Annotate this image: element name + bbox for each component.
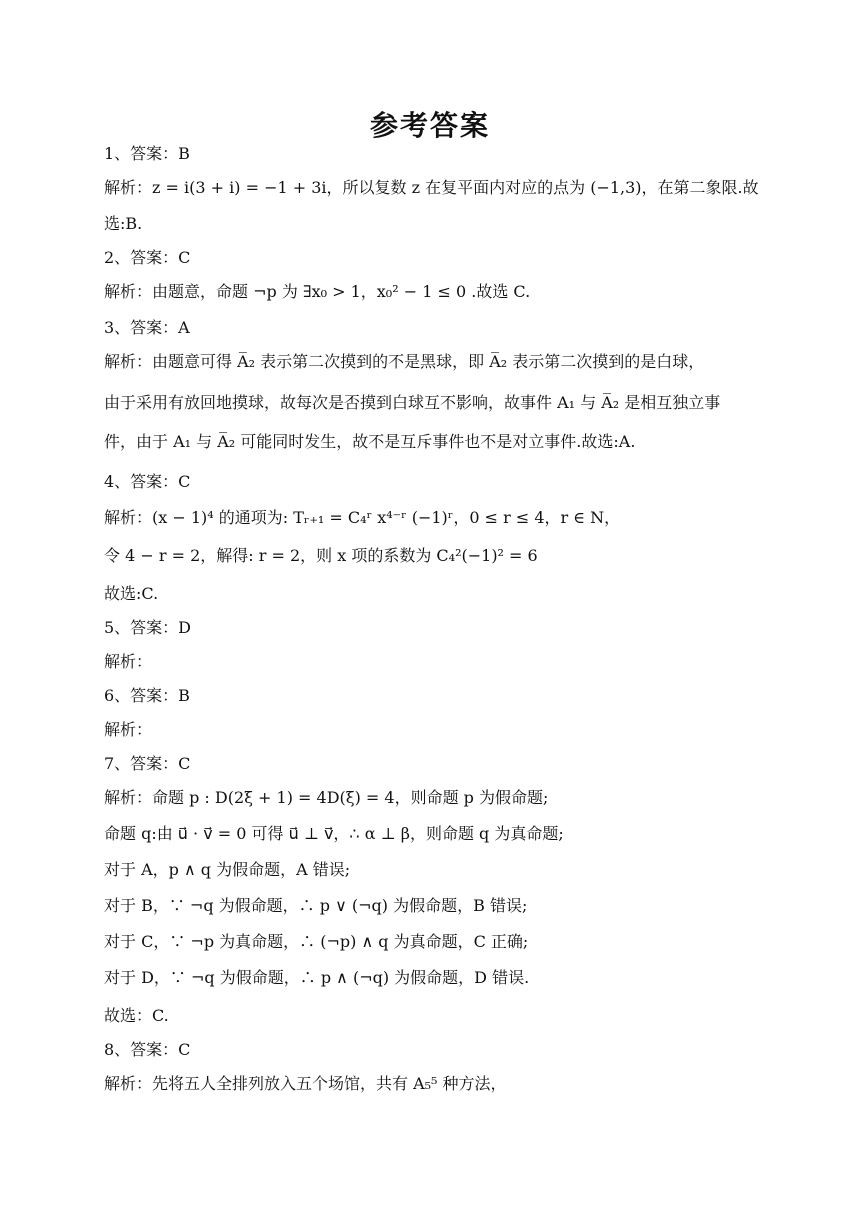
text-line: 解析：由题意，命题 ¬p 为 ∃x₀ > 1，x₀² − 1 ≤ 0 .故选 C. (104, 282, 531, 301)
text-line: 对于 C，∵ ¬p 为真命题，∴ (¬p) ∧ q 为真命题，C 正确; (104, 932, 529, 951)
text-line: 4、答案：C (104, 472, 191, 491)
text-line: 对于 D，∵ ¬q 为假命题，∴ p ∧ (¬q) 为假命题，D 错误. (104, 968, 530, 987)
text-line: 5、答案：D (104, 618, 192, 637)
text-line: 解析：先将五人全排列放入五个场馆，共有 A₅⁵ 种方法， (104, 1074, 507, 1093)
text-line: 6、答案：B (104, 686, 190, 705)
text-line: 令 4 − r = 2，解得: r = 2，则 x 项的系数为 C₄²(−1)² = 6 (104, 546, 538, 565)
text-line: 1、答案：B (104, 144, 190, 163)
text-line: 故选：C. (104, 1006, 169, 1025)
text-line: 解析：由题意可得 A̅₂ 表示第二次摸到的不是黑球，即 A̅₂ 表示第二次摸到的是白球， (104, 352, 705, 371)
text-line: 8、答案：C (104, 1040, 191, 1059)
text-line: 命题 q:由 u⃗ · v⃗ = 0 可得 u⃗ ⊥ v⃗，∴ α ⊥ β，则命题 q 为真命题; (104, 824, 564, 843)
text-line: 解析：z = i(3 + i) = −1 + 3i，所以复数 z 在复平面内对应的点为 (−1,3)，在第二象限.故 (104, 178, 759, 197)
page-title: 参考答案 (369, 109, 490, 142)
text-line: 件，由于 A₁ 与 A̅₂ 可能同时发生，故不是互斥事件也不是对立事件.故选:A. (104, 432, 636, 451)
text-line: 7、答案：C (104, 754, 191, 773)
text-line: 解析：命题 p : D(2ξ + 1) = 4D(ξ) = 4，则命题 p 为假命题; (104, 788, 549, 807)
text-line: 故选:C. (104, 584, 159, 603)
text-line: 2、答案：C (104, 248, 191, 267)
text-line: 解析： (104, 720, 153, 739)
text-line: 选:B. (104, 214, 143, 233)
text-line: 对于 A，p ∧ q 为假命题，A 错误; (104, 860, 351, 879)
text-line: 由于采用有放回地摸球，故每次是否摸到白球互不影响，故事件 A₁ 与 A̅₂ 是相互独立事 (104, 393, 721, 412)
text-line: 对于 B，∵ ¬q 为假命题，∴ p ∨ (¬q) 为假命题，B 错误; (104, 896, 528, 915)
text-line: 解析：(x − 1)⁴ 的通项为: Tᵣ₊₁ = C₄ʳ x⁴⁻ʳ (−1)ʳ，0 ≤ r ≤ 4，r ∈ N， (104, 508, 621, 527)
text-line: 3、答案：A (104, 318, 190, 337)
text-line: 解析： (104, 652, 153, 671)
